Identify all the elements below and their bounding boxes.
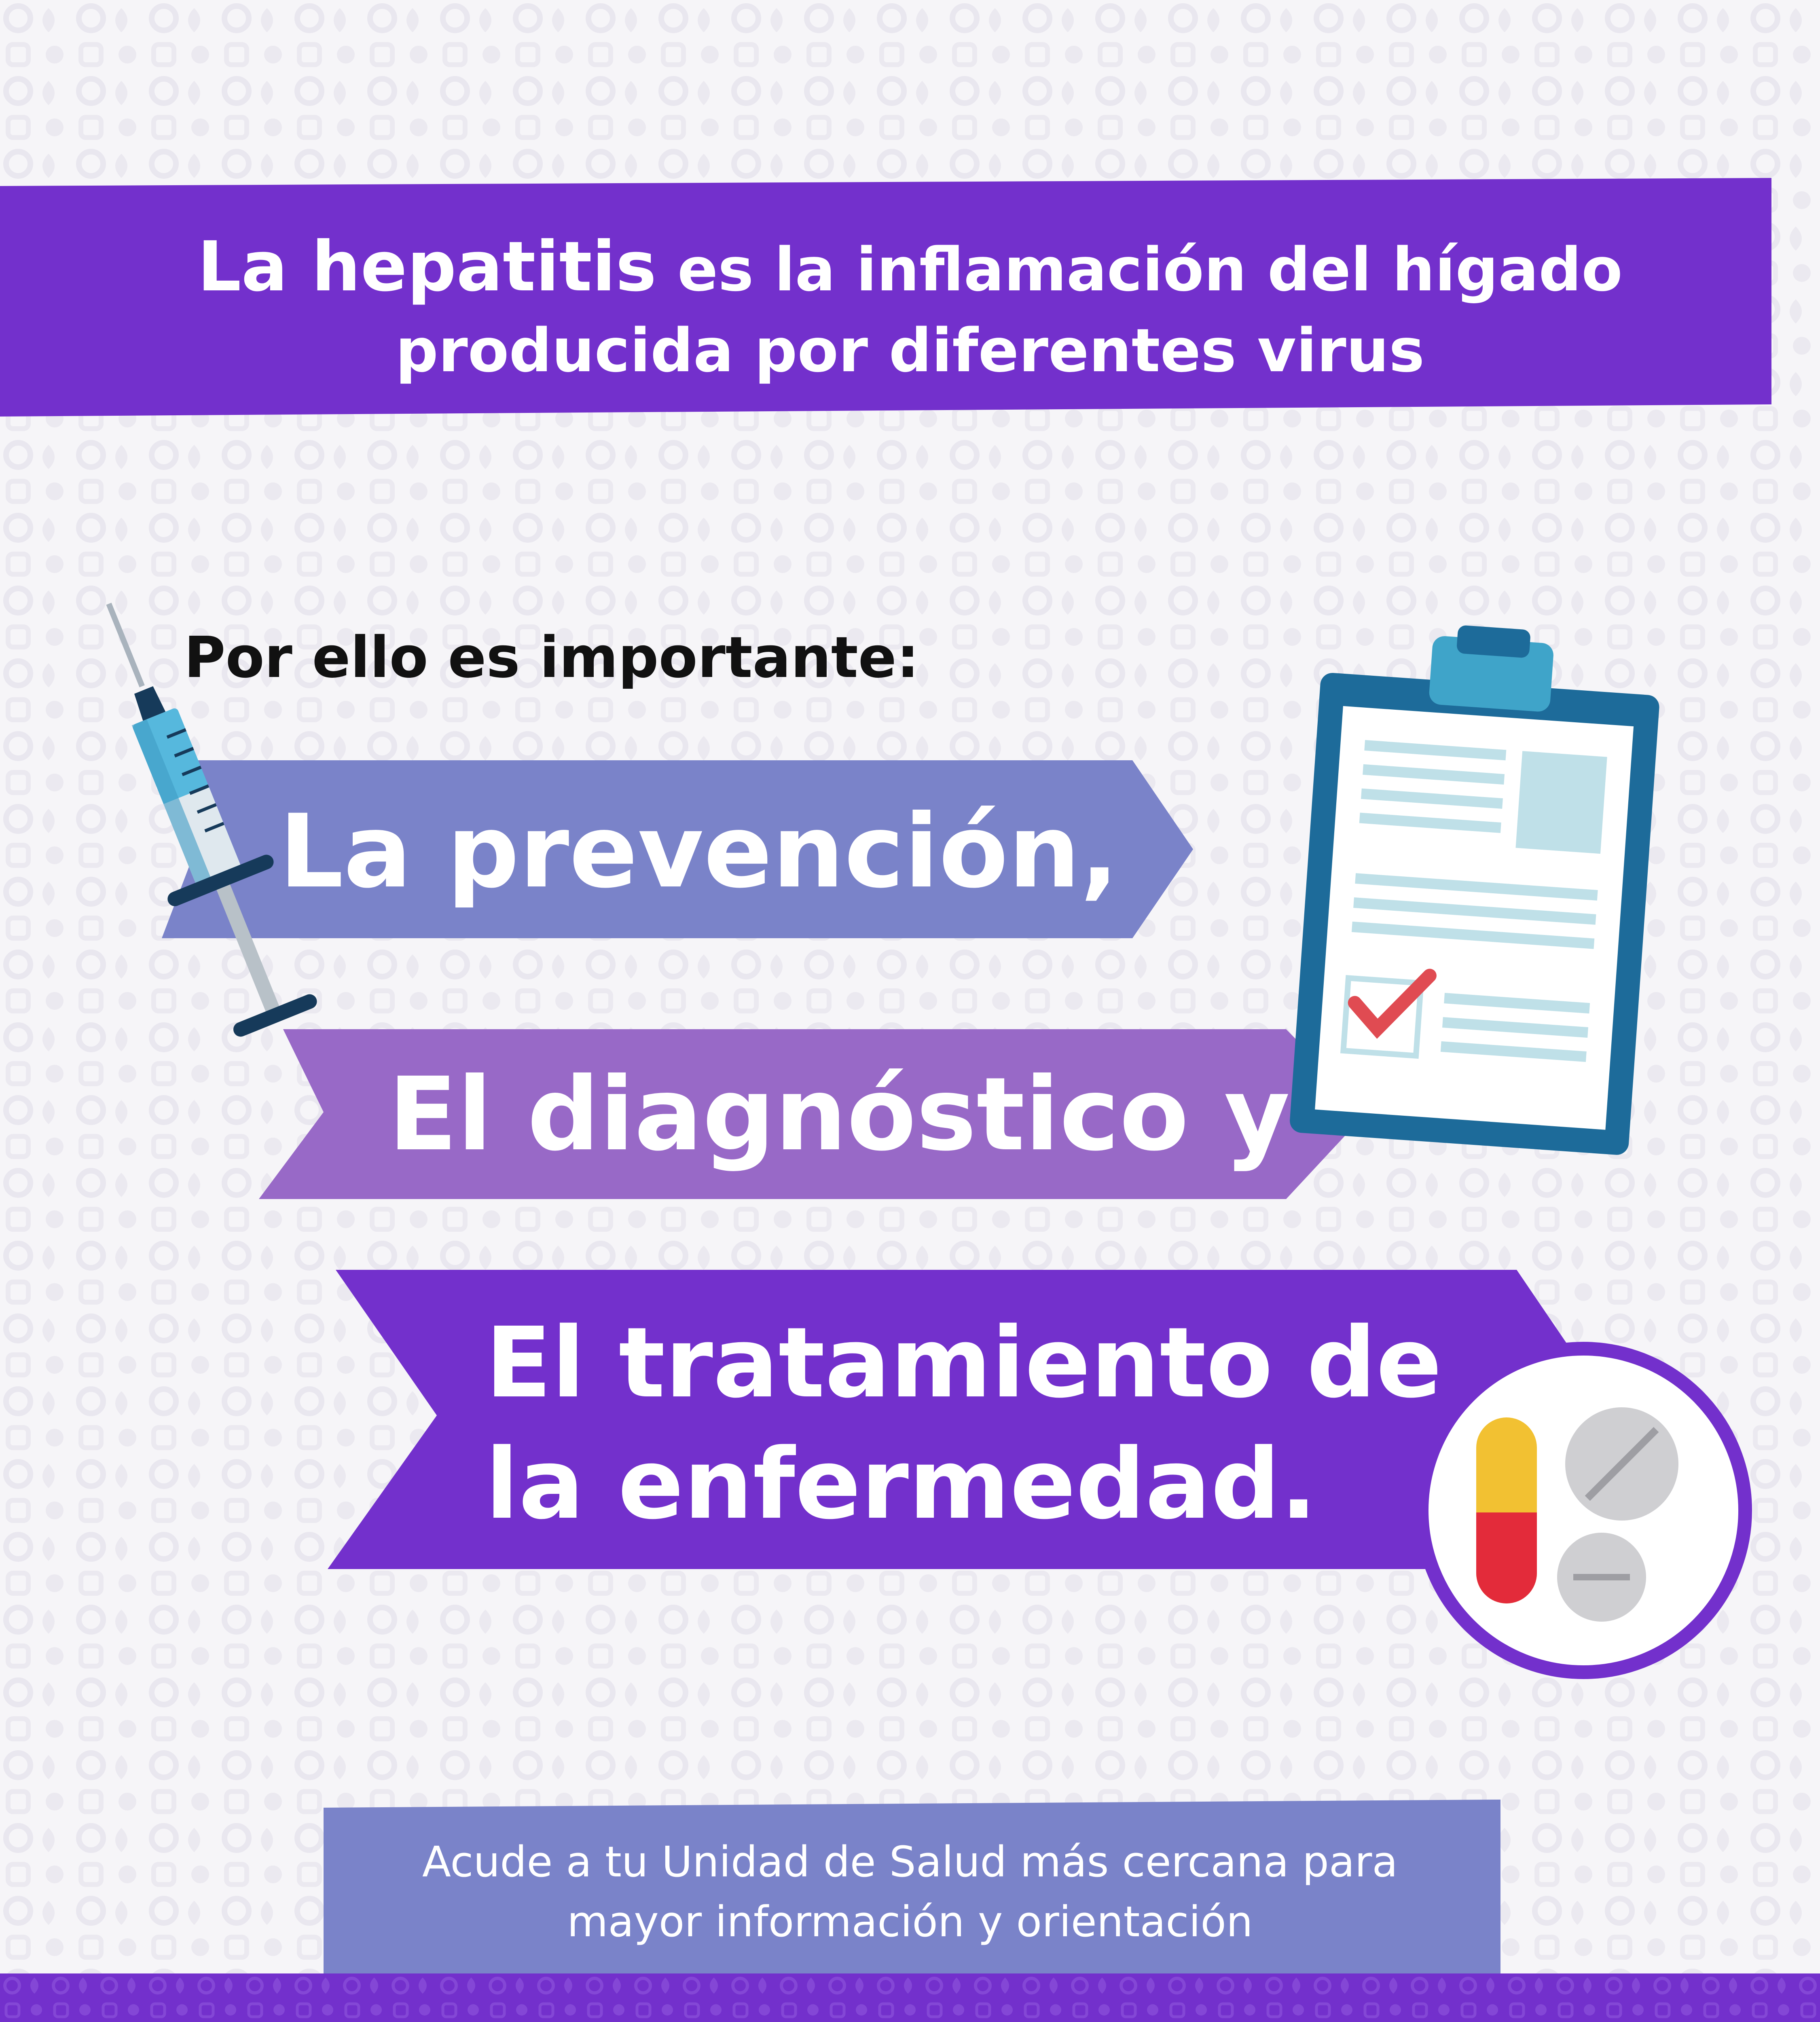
pills-icon [1407,1335,1759,1686]
cta-text [324,1832,1496,1952]
cta-line1: Acude a tu Unidad de Salud más cercana para [422,1837,1398,1887]
syringe-icon [73,578,324,1072]
step-3-line2: la enfermedad. [485,1428,1317,1541]
header-bold: La hepatitis [197,227,657,307]
step-1-label: La prevención, [279,793,1119,910]
step-3-line1: El tratamiento de [485,1306,1442,1419]
header-line1: es la inflamación del hígado [656,235,1623,305]
footer-band [0,1973,1820,2022]
step-3-label [485,1302,1442,1545]
cta-line2: mayor información y orientación [567,1897,1253,1946]
intro-text: Por ello es importante: [184,625,919,691]
clipboard-icon [1282,623,1670,1157]
header-text [0,226,1820,391]
header-line2: producida por diferentes virus [395,316,1425,385]
step-2-label: El diagnóstico y [388,1055,1290,1173]
